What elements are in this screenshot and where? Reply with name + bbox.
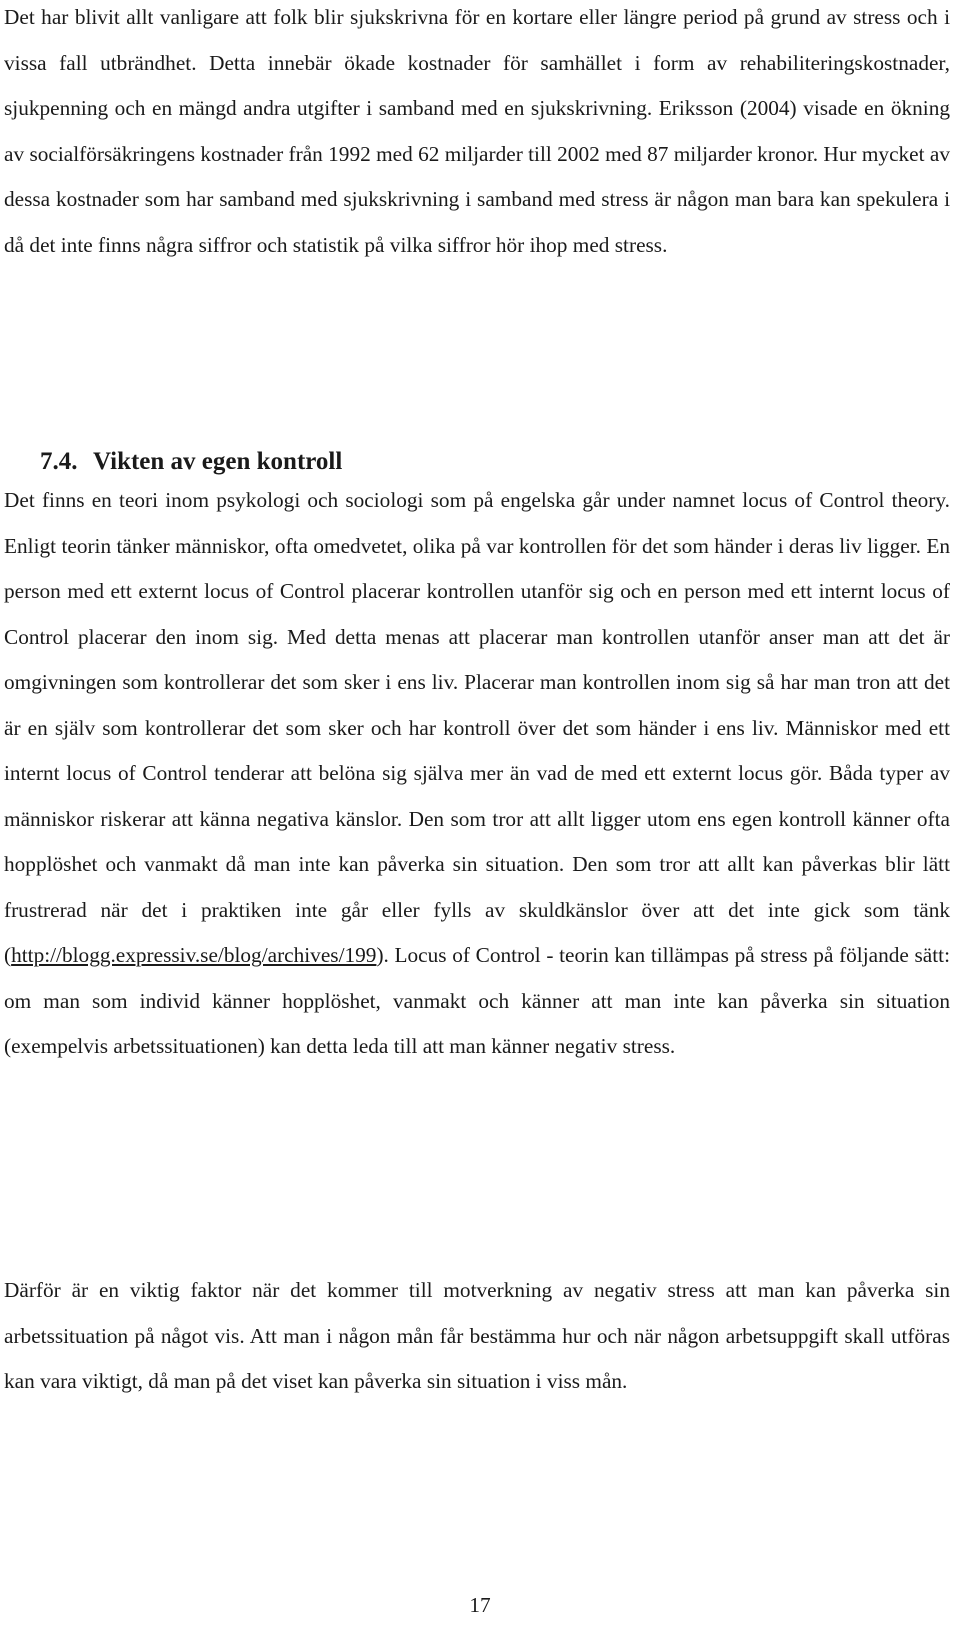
section-number: 7.4. [40,448,78,475]
page-number: 17 [469,1593,491,1617]
paragraph-conclusion: Därför är en viktig faktor när det kommer till motverkning av negativ stress att man kan påverka sin arbetssituation på något vis. Att man i någon mån får bestämma hur och när någon arbetsuppgift skall utföras kan vara viktigt, då man på det viset kan påverka sin situation i viss mån. [4,1278,950,1393]
section-title: Vikten av egen kontroll [93,448,343,475]
section-heading [40,447,342,477]
paragraph-locus-of-control [4,478,950,1070]
paragraph-locus-text-1: Det finns en teori inom psykologi och sociologi som på engelska går under namnet locus of Control theory. Enligt teorin tänker människor, ofta omedvetet, olika på var kontrollen för det som händer i deras liv ligger. En person med ett externt locus of Control placerar kontrollen utanför sig och en person med ett internt locus of Control placerar den inom sig. Med detta menas att placerar man kontrollen utanför anser man att det är omgivningen som kontrollerar det som sker i ens liv. Placerar man kontrollen inom sig så har man tron att det är en själv som kontrollerar det som sker och har kontroll över det som händer i ens liv. Människor med ett internt locus of Control tenderar att belöna sig själva mer än vad de med ett externt locus gör. Båda typer av människor riskerar att känna negativa känslor. Den som tror att allt ligger utom ens egen kontroll känner ofta hopplöshet och vanmakt då man inte kan påverka sin situation. Den som tror att allt kan påverkas blir lätt frustrerad när det i praktiken inte går eller fylls av skuldkänslor över att det inte gick som tänk ( [4,488,950,967]
blog-link[interactable]: http://blogg.expressiv.se/blog/archives/199 [11,943,377,967]
paragraph-locus-text-2: ). Locus of Control - teorin kan tillämpas på stress på följande sätt: om man som individ känner hopplöshet, vanmakt och känner att man inte kan påverka sin situation (exempelvis arbetssituationen) kan detta leda till att man känner negativ stress. [4,943,950,1058]
paragraph-sick-leave-costs: Det har blivit allt vanligare att folk blir sjukskrivna för en kortare eller längre period på grund av stress och i vissa fall utbrändhet. Detta innebär ökade kostnader för samhället i form av rehabiliteringskostnader, sjukpenning och en mängd andra utgifter i samband med en sjukskrivning. Eriksson (2004) visade en ökning av socialförsäkringens kostnader från 1992 med 62 miljarder till 2002 med 87 miljarder kronor. Hur mycket av dessa kostnader som har samband med sjukskrivning i samband med stress är någon man bara kan spekulera i då det inte finns några siffror och statistik på vilka siffror hör ihop med stress. [4,5,950,257]
